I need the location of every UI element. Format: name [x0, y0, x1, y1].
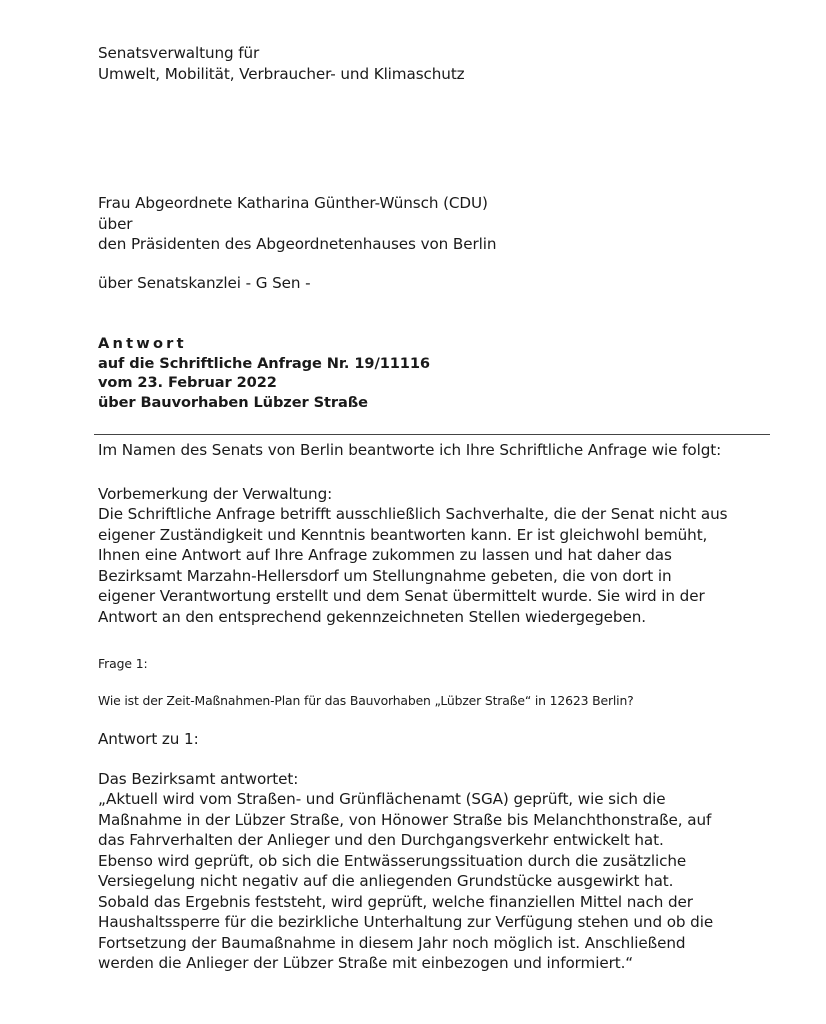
question-text	[98, 693, 634, 709]
question-label	[98, 656, 148, 672]
answer-intro	[98, 769, 298, 790]
routing-line	[98, 273, 311, 294]
answer-header	[98, 334, 430, 412]
answer-intro-text: Das Bezirksamt antwortet:	[98, 770, 299, 788]
paragraph-line: Antwort an den entsprechend gekennzeichneten Stellen wiedergegeben.	[98, 607, 646, 626]
routing-text: über Senatskanzlei - G Sen -	[98, 274, 311, 292]
intro-paragraph	[98, 440, 721, 461]
answer-label	[98, 729, 199, 750]
recipient-line: Frau Abgeordnete Katharina Günther-Wünsch (CDU)	[98, 194, 488, 212]
paragraph-line: werden die Anlieger der Lübzer Straße mit einbezogen und informiert.“	[98, 954, 634, 972]
paragraph-line: eigener Verantwortung erstellt und dem Senat übermittelt wurde. Sie wird in der	[98, 587, 705, 605]
subject-line: auf die Schriftliche Anfrage Nr. 19/11116	[98, 354, 430, 372]
sender-line: Umwelt, Mobilität, Verbraucher- und Klimaschutz	[98, 64, 465, 83]
paragraph-line: „Aktuell wird vom Straßen- und Grünflächenamt (SGA) geprüft, wie sich die	[98, 790, 666, 808]
paragraph-line: das Fahrverhalten der Anlieger und den Durchgangsverkehr entwickelt hat.	[98, 831, 664, 849]
recipient-line: über	[98, 214, 133, 233]
answer-paragraph	[98, 789, 713, 974]
preliminary-title-text: Vorbemerkung der Verwaltung:	[98, 485, 333, 503]
paragraph-line: Fortsetzung der Baumaßnahme in diesem Jahr noch möglich ist. Anschließend	[98, 933, 686, 952]
recipient-line: den Präsidenten des Abgeordnetenhauses von Berlin	[98, 235, 497, 253]
subject-line: vom 23. Februar 2022	[98, 374, 277, 392]
intro-text: Im Namen des Senats von Berlin beantworte ich Ihre Schriftliche Anfrage wie folgt:	[98, 441, 722, 459]
paragraph-line: Maßnahme in der Lübzer Straße, von Hönower Straße bis Melanchthonstraße, auf	[98, 810, 712, 829]
answer-label-text: Antwort zu 1:	[98, 730, 199, 748]
paragraph-line: Haushaltssperre für die bezirkliche Unterhaltung zur Verfügung stehen und ob die	[98, 913, 714, 931]
paragraph-line: eigener Zuständigkeit und Kenntnis beantworten kann. Er ist gleichwohl bemüht,	[98, 525, 708, 544]
paragraph-line: Bezirksamt Marzahn-Hellersdorf um Stellungnahme gebeten, die von dort in	[98, 566, 672, 585]
paragraph-line: Versiegelung nicht negativ auf die anliegenden Grundstücke ausgewirkt hat.	[98, 872, 674, 890]
header-divider	[94, 434, 770, 435]
paragraph-line: Ihnen eine Antwort auf Ihre Anfrage zukommen zu lassen und hat daher das	[98, 546, 672, 564]
preliminary-title	[98, 484, 332, 505]
sender-line: Senatsverwaltung für	[98, 44, 260, 62]
sender-block	[98, 43, 465, 84]
subject-line: über Bauvorhaben Lübzer Straße	[98, 393, 368, 411]
question-text-line: Wie ist der Zeit-Maßnahmen-Plan für das Bauvorhaben „Lübzer Straße“ in 12623 Berlin?	[98, 693, 634, 708]
paragraph-line: Sobald das Ergebnis feststeht, wird geprüft, welche finanziellen Mittel nach der	[98, 892, 693, 911]
paragraph-line: Die Schriftliche Anfrage betrifft ausschließlich Sachverhalte, die der Senat nicht aus	[98, 505, 728, 523]
question-label-text: Frage 1:	[98, 656, 148, 671]
recipient-block	[98, 193, 496, 255]
paragraph-line: Ebenso wird geprüft, ob sich die Entwässerungssituation durch die zusätzliche	[98, 851, 687, 870]
answer-title: Antwort	[98, 335, 187, 352]
preliminary-paragraph	[98, 504, 727, 627]
